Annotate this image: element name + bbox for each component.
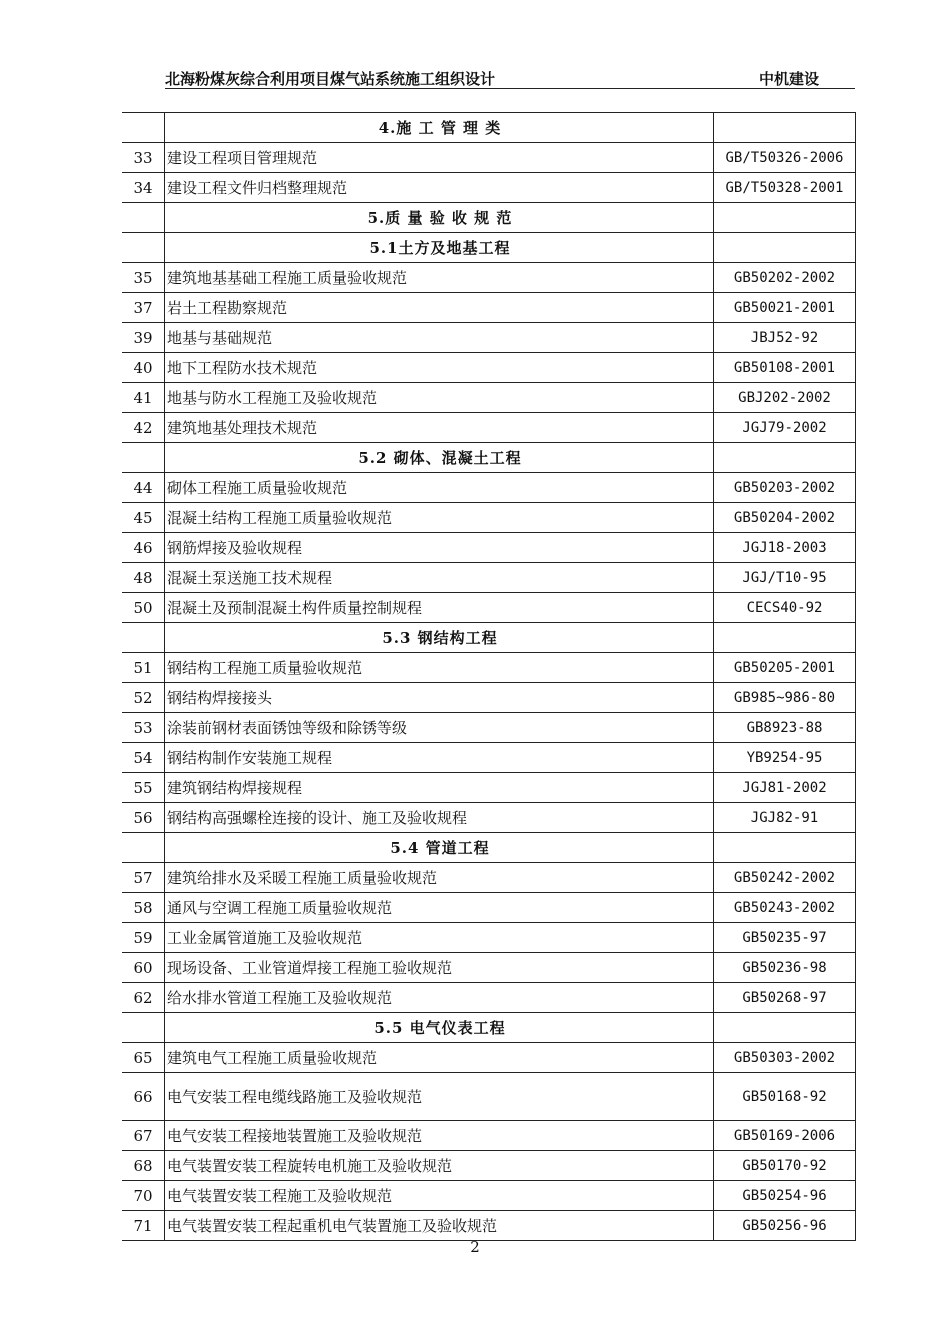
row-number: 56 (122, 803, 165, 833)
page-number: 2 (470, 1238, 480, 1256)
standard-name: 地基与基础规范 (165, 323, 714, 353)
table-row (122, 743, 856, 773)
row-number: 34 (122, 173, 165, 203)
table-row (122, 863, 856, 893)
standard-name: 工业金属管道施工及验收规范 (165, 923, 714, 953)
standard-name: 给水排水管道工程施工及验收规范 (165, 983, 714, 1013)
standard-name: 电气安装工程电缆线路施工及验收规范 (165, 1073, 714, 1121)
standard-name: 电气装置安装工程起重机电气装置施工及验收规范 (165, 1211, 714, 1241)
table-row (122, 983, 856, 1013)
table-row (122, 593, 856, 623)
section-row (122, 113, 856, 143)
standard-code: YB9254-95 (714, 743, 856, 773)
row-number: 33 (122, 143, 165, 173)
section-title: 5.4 管道工程 (165, 833, 714, 863)
standard-name: 建筑地基基础工程施工质量验收规范 (165, 263, 714, 293)
table-row (122, 503, 856, 533)
row-number: 58 (122, 893, 165, 923)
standard-code: GB50169-2006 (714, 1121, 856, 1151)
table-row (122, 1073, 856, 1121)
row-number: 45 (122, 503, 165, 533)
section-row (122, 1013, 856, 1043)
code-cell (714, 833, 856, 863)
section-row (122, 623, 856, 653)
row-number: 41 (122, 383, 165, 413)
standard-name: 建筑给排水及采暖工程施工质量验收规范 (165, 863, 714, 893)
row-number: 66 (122, 1073, 165, 1121)
standard-name: 混凝土泵送施工技术规程 (165, 563, 714, 593)
standard-name: 电气安装工程接地装置施工及验收规范 (165, 1121, 714, 1151)
row-number: 53 (122, 713, 165, 743)
section-title: 5.2 砌体、混凝土工程 (165, 443, 714, 473)
standard-code: JGJ79-2002 (714, 413, 856, 443)
row-number: 39 (122, 323, 165, 353)
standard-code: JGJ/T10-95 (714, 563, 856, 593)
standards-table (122, 112, 856, 1241)
table-row (122, 953, 856, 983)
standard-name: 现场设备、工业管道焊接工程施工验收规范 (165, 953, 714, 983)
section-title: 5.1土方及地基工程 (165, 233, 714, 263)
standard-code: GB50254-96 (714, 1181, 856, 1211)
standard-name: 钢筋焊接及验收规程 (165, 533, 714, 563)
table-row (122, 143, 856, 173)
table-row (122, 1181, 856, 1211)
table-row (122, 173, 856, 203)
row-number (122, 1013, 165, 1043)
standard-name: 岩土工程勘察规范 (165, 293, 714, 323)
section-row (122, 203, 856, 233)
standard-name: 混凝土结构工程施工质量验收规范 (165, 503, 714, 533)
standard-code: GB50108-2001 (714, 353, 856, 383)
standard-code: GB50236-98 (714, 953, 856, 983)
table-row (122, 533, 856, 563)
standard-code: GB985~986-80 (714, 683, 856, 713)
row-number (122, 233, 165, 263)
standard-name: 建设工程项目管理规范 (165, 143, 714, 173)
row-number: 35 (122, 263, 165, 293)
code-cell (714, 113, 856, 143)
section-row (122, 233, 856, 263)
table-row (122, 1043, 856, 1073)
row-number: 42 (122, 413, 165, 443)
table-row (122, 383, 856, 413)
table-row (122, 1211, 856, 1241)
standard-name: 钢结构工程施工质量验收规范 (165, 653, 714, 683)
standard-code: GB50243-2002 (714, 893, 856, 923)
standard-name: 建设工程文件归档整理规范 (165, 173, 714, 203)
standard-code: GB50168-92 (714, 1073, 856, 1121)
standard-code: GB50021-2001 (714, 293, 856, 323)
row-number (122, 623, 165, 653)
standard-name: 建筑地基处理技术规范 (165, 413, 714, 443)
standard-code: GB50242-2002 (714, 863, 856, 893)
standard-name: 建筑钢结构焊接规程 (165, 773, 714, 803)
row-number: 59 (122, 923, 165, 953)
standard-name: 电气装置安装工程旋转电机施工及验收规范 (165, 1151, 714, 1181)
standard-name: 砌体工程施工质量验收规范 (165, 473, 714, 503)
row-number: 52 (122, 683, 165, 713)
row-number (122, 203, 165, 233)
row-number: 37 (122, 293, 165, 323)
row-number: 68 (122, 1151, 165, 1181)
standard-code: GBJ202-2002 (714, 383, 856, 413)
row-number (122, 443, 165, 473)
standard-code: GB/T50326-2006 (714, 143, 856, 173)
row-number: 54 (122, 743, 165, 773)
row-number: 46 (122, 533, 165, 563)
standard-code: GB50205-2001 (714, 653, 856, 683)
table-row (122, 1151, 856, 1181)
standard-code: JGJ81-2002 (714, 773, 856, 803)
standard-code: GB50235-97 (714, 923, 856, 953)
standard-code: GB8923-88 (714, 713, 856, 743)
table-row (122, 923, 856, 953)
row-number: 70 (122, 1181, 165, 1211)
row-number: 50 (122, 593, 165, 623)
code-cell (714, 623, 856, 653)
section-title: 4.施 工 管 理 类 (165, 113, 714, 143)
standard-code: GB50204-2002 (714, 503, 856, 533)
row-number: 48 (122, 563, 165, 593)
document-title: 北海粉煤灰综合利用项目煤气站系统施工组织设计 (165, 70, 496, 88)
code-cell (714, 203, 856, 233)
standard-code: JBJ52-92 (714, 323, 856, 353)
table-row (122, 323, 856, 353)
standard-code: GB50203-2002 (714, 473, 856, 503)
standard-code: GB50170-92 (714, 1151, 856, 1181)
table-row (122, 653, 856, 683)
table-row (122, 263, 856, 293)
table-row (122, 683, 856, 713)
table-row (122, 563, 856, 593)
row-number: 40 (122, 353, 165, 383)
section-title: 5.3 钢结构工程 (165, 623, 714, 653)
section-title: 5.质 量 验 收 规 范 (165, 203, 714, 233)
standard-name: 钢结构制作安装施工规程 (165, 743, 714, 773)
code-cell (714, 1013, 856, 1043)
standard-name: 建筑电气工程施工质量验收规范 (165, 1043, 714, 1073)
page-header (165, 66, 855, 89)
standards-table-body (122, 113, 856, 1241)
row-number (122, 833, 165, 863)
standard-name: 地下工程防水技术规范 (165, 353, 714, 383)
table-row (122, 293, 856, 323)
row-number: 62 (122, 983, 165, 1013)
row-number: 60 (122, 953, 165, 983)
table-row (122, 803, 856, 833)
table-row (122, 413, 856, 443)
code-cell (714, 233, 856, 263)
row-number: 67 (122, 1121, 165, 1151)
code-cell (714, 443, 856, 473)
standard-code: GB/T50328-2001 (714, 173, 856, 203)
table-row (122, 1121, 856, 1151)
section-row (122, 443, 856, 473)
table-row (122, 713, 856, 743)
row-number: 71 (122, 1211, 165, 1241)
table-row (122, 893, 856, 923)
row-number: 44 (122, 473, 165, 503)
standard-code: GB50256-96 (714, 1211, 856, 1241)
standard-code: JGJ18-2003 (714, 533, 856, 563)
row-number: 57 (122, 863, 165, 893)
standard-code: GB50303-2002 (714, 1043, 856, 1073)
table-row (122, 353, 856, 383)
standard-code: GB50268-97 (714, 983, 856, 1013)
standard-name: 电气装置安装工程施工及验收规范 (165, 1181, 714, 1211)
table-row (122, 473, 856, 503)
table-row (122, 773, 856, 803)
standard-code: JGJ82-91 (714, 803, 856, 833)
standard-code: GB50202-2002 (714, 263, 856, 293)
standard-name: 钢结构高强螺栓连接的设计、施工及验收规程 (165, 803, 714, 833)
standard-name: 通风与空调工程施工质量验收规范 (165, 893, 714, 923)
section-row (122, 833, 856, 863)
row-number (122, 113, 165, 143)
row-number: 51 (122, 653, 165, 683)
standard-name: 地基与防水工程施工及验收规范 (165, 383, 714, 413)
standard-name: 钢结构焊接接头 (165, 683, 714, 713)
company-name: 中机建设 (758, 70, 819, 88)
standard-name: 混凝土及预制混凝土构件质量控制规程 (165, 593, 714, 623)
row-number: 55 (122, 773, 165, 803)
row-number: 65 (122, 1043, 165, 1073)
standard-name: 涂装前钢材表面锈蚀等级和除锈等级 (165, 713, 714, 743)
section-title: 5.5 电气仪表工程 (165, 1013, 714, 1043)
standard-code: CECS40-92 (714, 593, 856, 623)
